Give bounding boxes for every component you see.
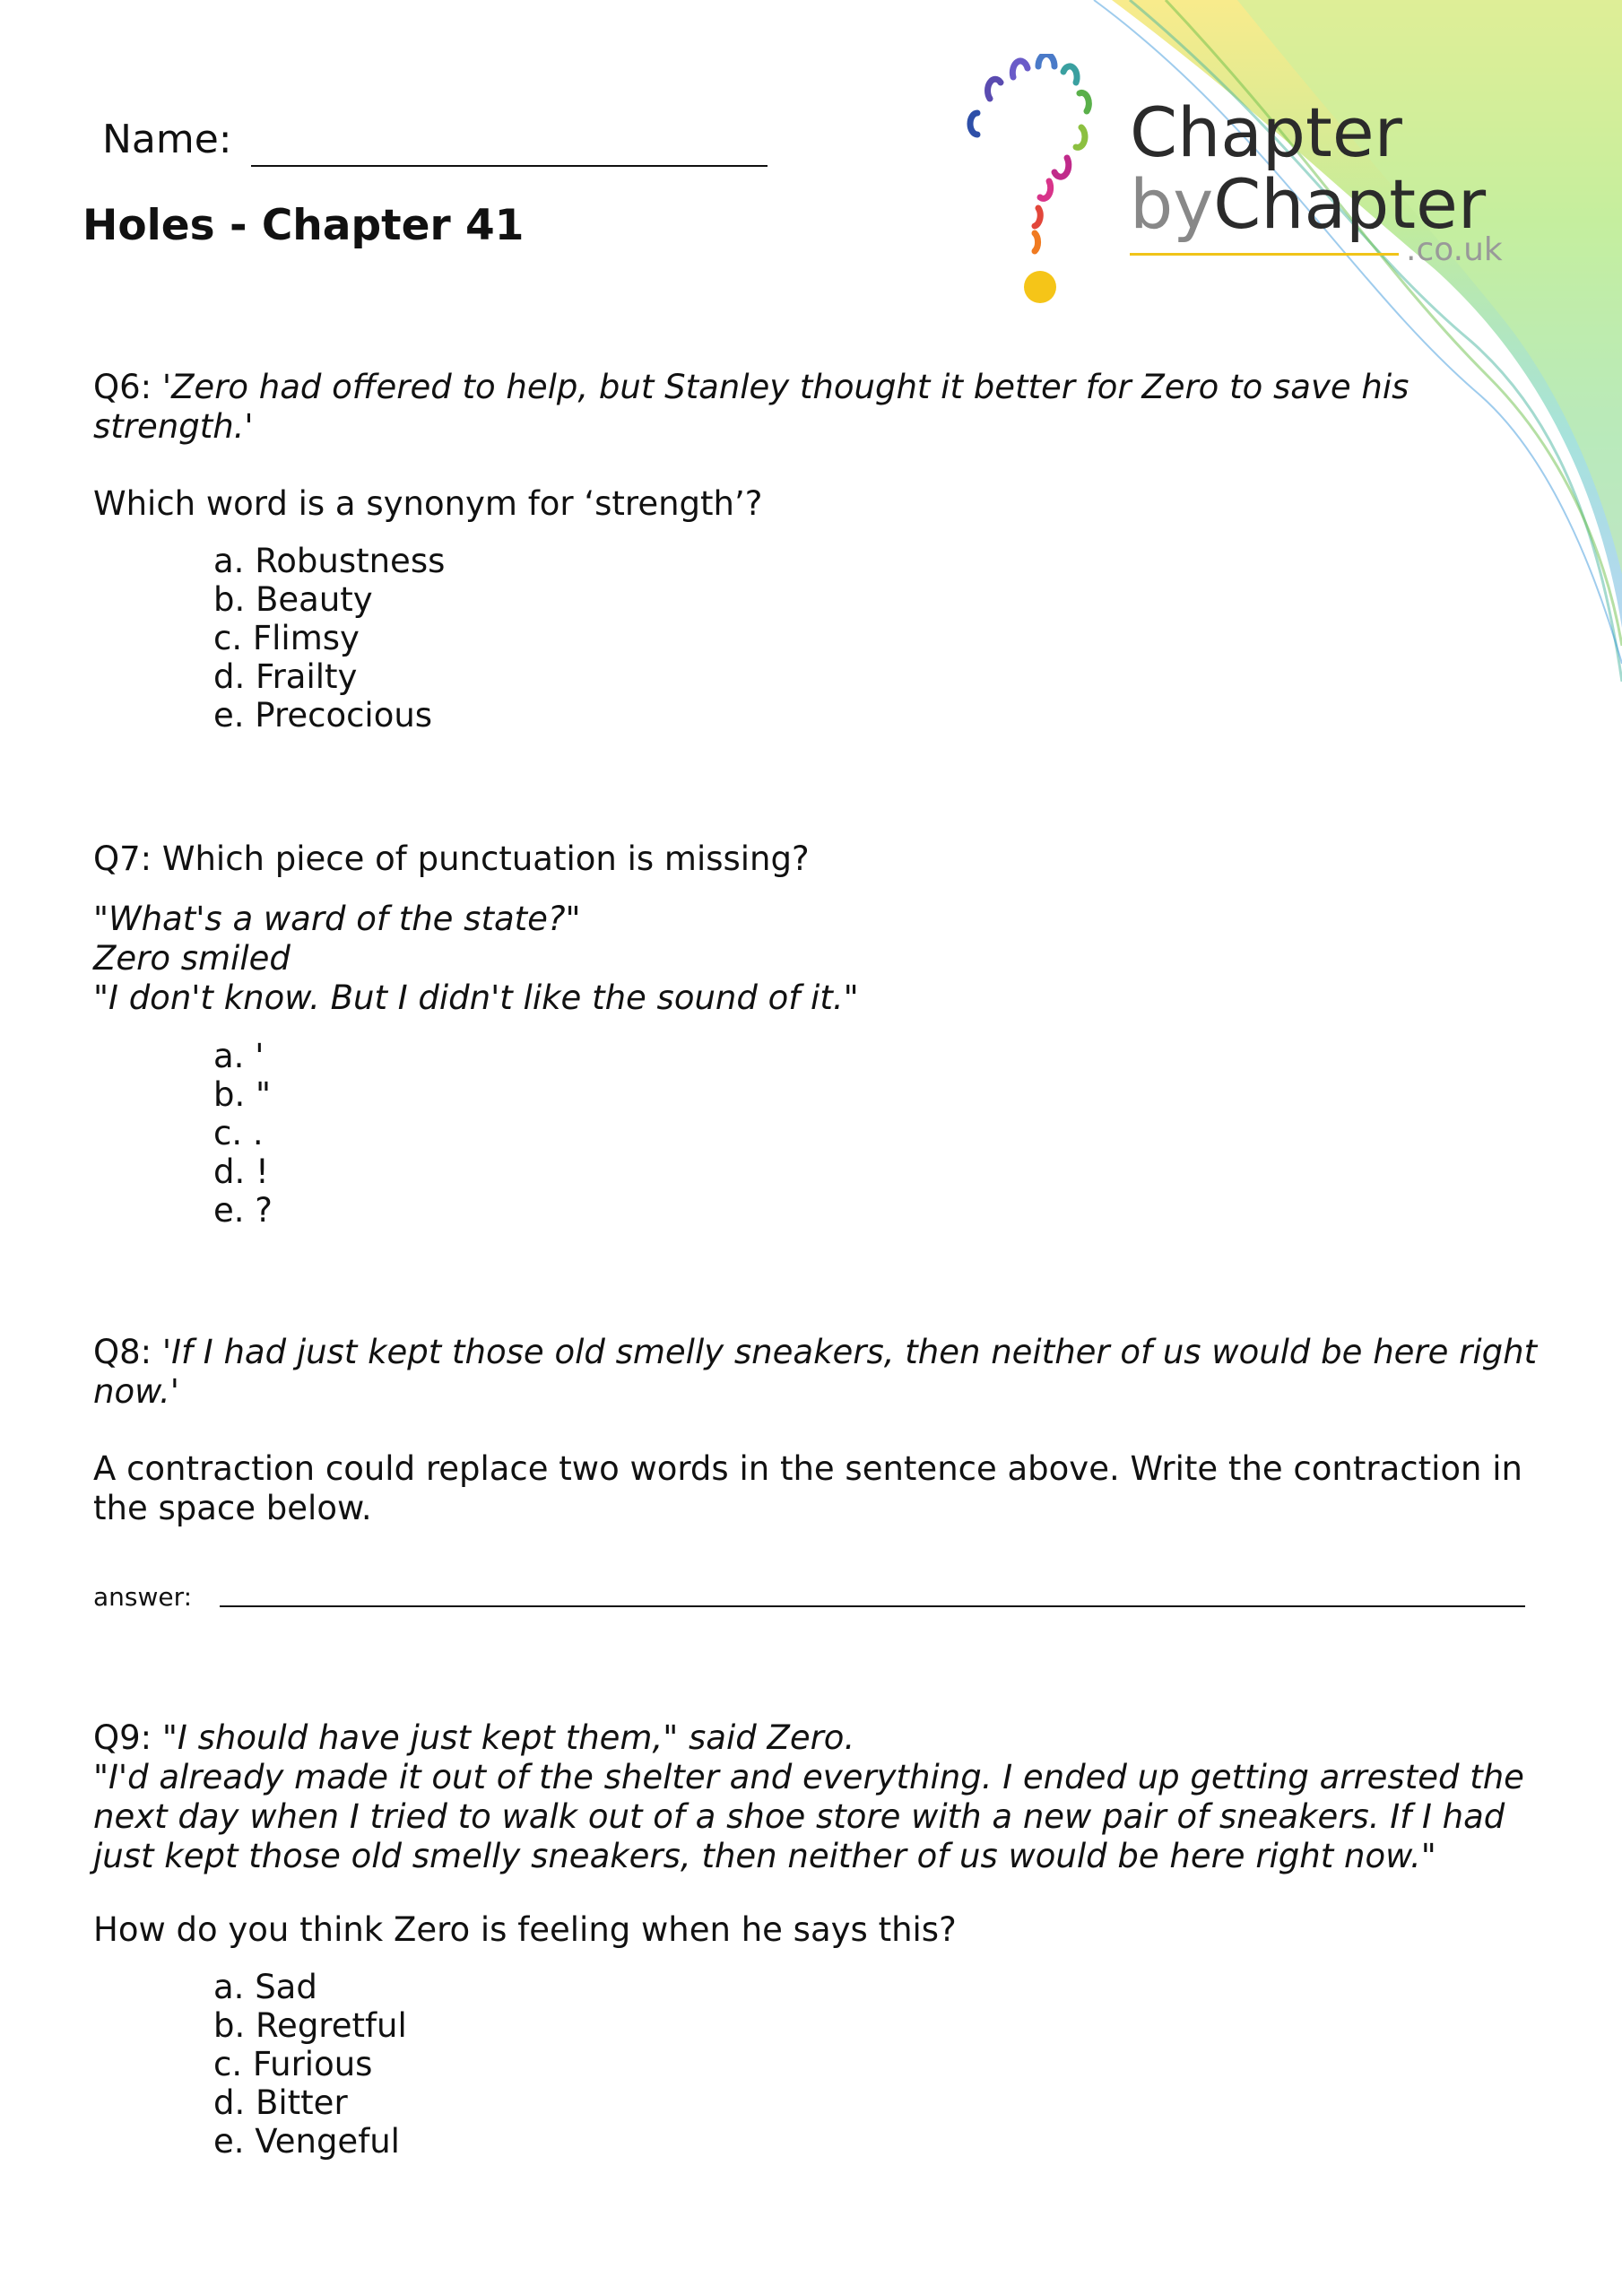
question-quote-cont: strength.' (93, 407, 254, 446)
quote-line: Zero smiled (93, 939, 291, 978)
logo-rule (1130, 253, 1399, 256)
quote-line: next day when I tried to walk out of a shoe store with a new pair of sneakers. If I had (93, 1797, 1505, 1836)
option-d[interactable]: d. Bitter (213, 2083, 348, 2122)
question-prompt: Q7: Which piece of punctuation is missing? (93, 839, 810, 878)
option-b[interactable]: b. Beauty (213, 580, 373, 619)
question-mark-books-icon (959, 54, 1121, 314)
option-a[interactable]: a. Robustness (213, 542, 446, 580)
question-prompt: How do you think Zero is feeling when he says this? (93, 1910, 957, 1949)
question-prompt: Which word is a synonym for ‘strength’? (93, 484, 763, 523)
option-d[interactable]: d. ! (213, 1152, 269, 1191)
question-quote: "I should have just kept them," said Zero. (161, 1718, 855, 1757)
question-number: Q6: (93, 368, 152, 406)
option-a[interactable]: a. Sad (213, 1968, 317, 2006)
option-a[interactable]: a. ' (213, 1037, 265, 1075)
option-b[interactable]: b. Regretful (213, 2006, 407, 2045)
question-quote (93, 900, 1546, 1018)
question-quote-cont: now.' (93, 1372, 179, 1411)
logo-word-chapter: Chapter (1130, 92, 1402, 172)
name-field[interactable] (251, 165, 768, 167)
page-title: Holes - Chapter 41 (82, 201, 525, 250)
logo (959, 54, 1533, 314)
question-quote: 'Zero had offered to help, but Stanley thought it better for Zero to save his (161, 368, 1409, 406)
option-list (213, 542, 445, 735)
question-6 (93, 368, 1546, 447)
question-number: Q9: (93, 1718, 152, 1757)
option-c[interactable]: c. . (213, 1114, 264, 1152)
quote-line: just kept those old smelly sneakers, then neither of us would be here right now." (93, 1837, 1436, 1875)
option-d[interactable]: d. Frailty (213, 657, 358, 696)
answer-label: answer: (93, 1582, 193, 1612)
question-9 (93, 1718, 1546, 1876)
option-list (213, 1037, 273, 1230)
option-e[interactable]: e. Vengeful (213, 2122, 400, 2161)
option-e[interactable]: e. Precocious (213, 696, 433, 735)
option-b[interactable]: b. " (213, 1075, 272, 1114)
logo-word-by: by (1130, 164, 1214, 244)
option-c[interactable]: c. Flimsy (213, 619, 360, 657)
option-list (213, 1968, 407, 2161)
quote-line: "What's a ward of the state?" (93, 900, 581, 938)
question-prompt (93, 1449, 1546, 1528)
option-e[interactable]: e. ? (213, 1191, 273, 1230)
logo-domain: .co.uk (1406, 231, 1503, 268)
answer-field[interactable] (220, 1605, 1525, 1607)
question-quote: 'If I had just kept those old smelly sneakers, then neither of us would be here right (161, 1333, 1538, 1371)
prompt-line: A contraction could replace two words in the sentence above. Write the contraction in (93, 1449, 1522, 1488)
quote-line: "I'd already made it out of the shelter and everything. I ended up getting arrested the (93, 1758, 1524, 1796)
option-c[interactable]: c. Furious (213, 2045, 373, 2083)
question-8 (93, 1333, 1546, 1412)
logo-word-chapter-2: Chapter (1213, 164, 1487, 244)
question-number: Q8: (93, 1333, 152, 1371)
quote-line: "I don't know. But I didn't like the sound of it." (93, 978, 859, 1017)
prompt-line: the space below. (93, 1489, 372, 1527)
name-label: Name: (102, 117, 232, 162)
